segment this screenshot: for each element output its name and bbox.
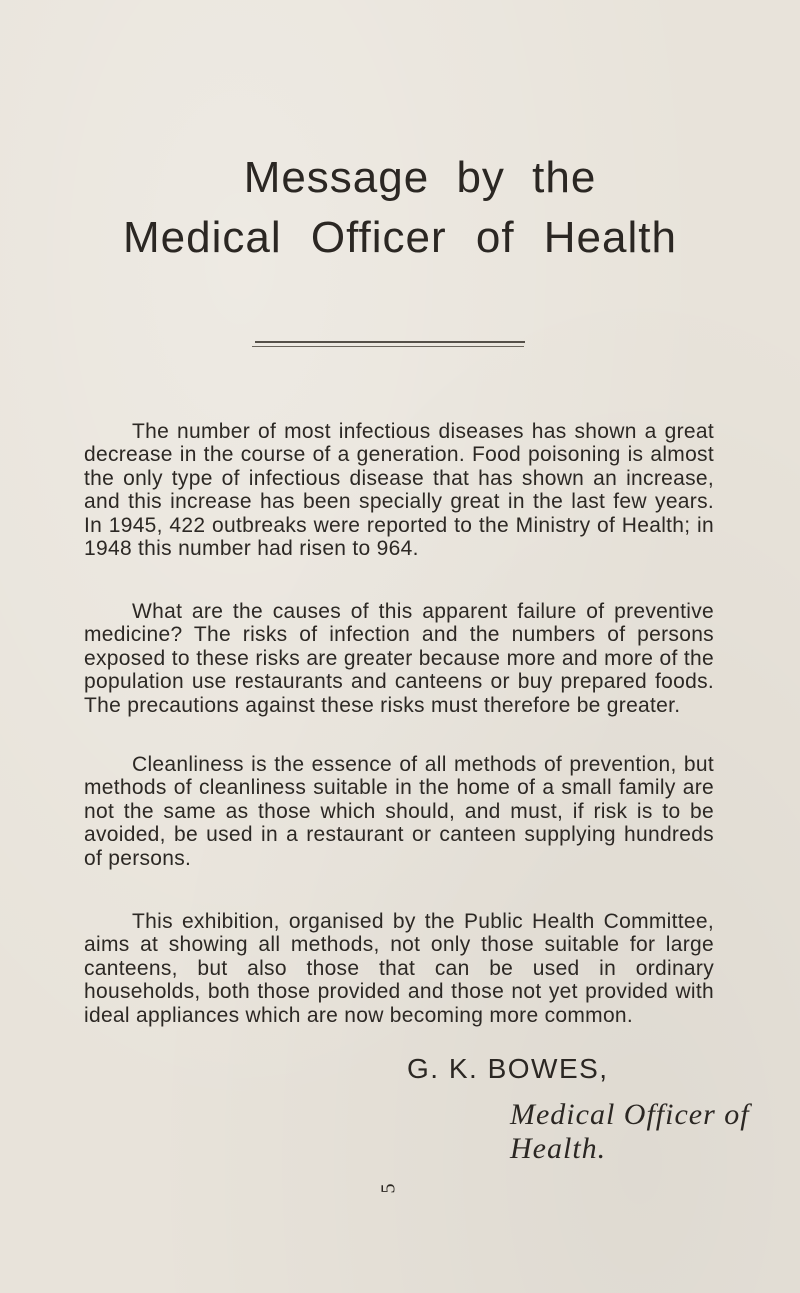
- signature-name: G. K. BOWES,: [407, 1053, 609, 1084]
- heading-line-2: Medical Officer of Health: [123, 213, 677, 262]
- paragraph-3: Cleanliness is the essence of all methods of prevention, but methods of cleanliness suitable in the home of a small family are not the same as those which should, and must, if risk is to be avoided, be used in a restaurant or canteen supplying hundreds of persons.: [84, 753, 714, 870]
- heading-divider: [255, 341, 525, 343]
- paragraph-4: This exhibition, organised by the Public Health Committee, aims at showing all methods, not only those suitable for large canteens, but also those that can be used in ordinary households, both those provided and those not yet provided with ideal appliances which are now becoming more common.: [84, 910, 714, 1027]
- paragraph-2: What are the causes of this apparent failure of preventive medicine? The risks of infection and the numbers of persons exposed to these risks are greater because more and more of the population use restaurants and canteens or buy prepared foods. The precautions against these risks must therefore be greater.: [84, 600, 714, 717]
- signature-title: Medical Officer of Health.: [510, 1098, 750, 1165]
- page-number: 5: [377, 1183, 400, 1194]
- heading-line-1: Message by the: [243, 153, 597, 202]
- paragraph-1: The number of most infectious diseases has shown a great decrease in the course of a generation. Food poisoning is almost the only type of infectious disease that has shown an increase, and this increase has been specially great in the last few years. In 1945, 422 outbreaks were reported to the Ministry of Health; in 1948 this number had risen to 964.: [84, 420, 714, 561]
- heading-divider-secondary: [252, 346, 524, 347]
